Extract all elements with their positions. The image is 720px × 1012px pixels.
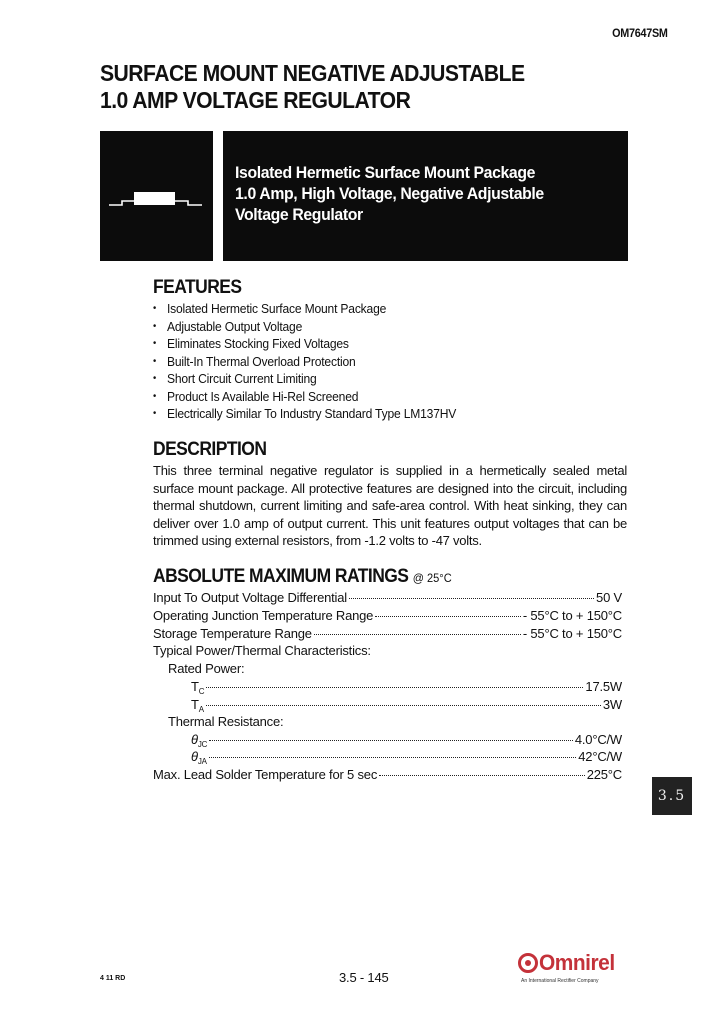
rating-row-theta-ja [191, 748, 622, 765]
section-tab: 3.5 [652, 777, 692, 815]
omnirel-logo-icon [517, 950, 539, 976]
rated-power-label: Rated Power: [168, 661, 245, 676]
thermal-resistance-label: Thermal Resistance: [168, 714, 284, 729]
part-number: OM7647SM [612, 26, 668, 40]
feature-item: • Isolated Hermetic Surface Mount Package [153, 300, 456, 318]
rating-value: - 55°C to + 150°C [522, 626, 622, 641]
rating-label: Operating Junction Temperature Range [153, 608, 374, 623]
ratings-condition: @ 25°C [412, 571, 452, 585]
rating-row-input-output [153, 589, 622, 606]
rating-value: - 55°C to + 150°C [522, 608, 622, 623]
logo-tagline: An International Rectifier Company [521, 978, 599, 984]
banner-line-2: 1.0 Amp, High Voltage, Negative Adjustable [235, 184, 544, 203]
rating-value: 4.0°C/W [574, 732, 622, 747]
rating-value: 42°C/W [578, 749, 622, 764]
rating-row-ta [191, 696, 622, 713]
rating-row-storage-temp [153, 625, 622, 642]
leader-dots [349, 597, 594, 599]
feature-item: • Electrically Similar To Industry Standard Type LM137HV [153, 405, 456, 423]
leader-dots [206, 704, 601, 706]
page-title [100, 60, 525, 114]
document-code: 4 11 RD [100, 975, 126, 982]
banner-line-1: Isolated Hermetic Surface Mount Package [235, 163, 536, 182]
leader-dots [206, 686, 583, 688]
typical-characteristics-label: Typical Power/Thermal Characteristics: [153, 643, 371, 658]
rating-row-tc [191, 678, 622, 695]
page-number: 3.5 - 145 [339, 970, 389, 985]
description-banner [223, 131, 628, 261]
rating-symbol: $T_C$ [191, 679, 205, 696]
rating-value: 3W [602, 697, 622, 712]
package-image-box [100, 131, 213, 261]
ratings-heading-text: ABSOLUTE MAXIMUM RATINGS [153, 566, 409, 587]
rating-symbol: $\theta_{JA}$ [191, 749, 207, 766]
feature-item: • Product Is Available Hi-Rel Screened [153, 388, 456, 406]
logo-wordmark: Omnirel [539, 950, 615, 975]
description-text: This three terminal negative regulator is supplied in a hermetically sealed metal surface mount package. All protective features are designed into the circuit, including thermal shutdown, current limiting and safe-area control. With heat sinking, they can deliver over 1.0 amp of output current. This unit features output voltages that can be trimmed using external resistors, from -1.2 volts to -47 volts. [153, 463, 627, 549]
leader-dots [375, 615, 521, 617]
description-heading: DESCRIPTION [153, 439, 267, 460]
rating-row-junction-temp [153, 607, 622, 624]
rating-row-lead-solder [153, 766, 622, 783]
leader-dots [314, 633, 521, 635]
feature-item: • Eliminates Stocking Fixed Voltages [153, 335, 456, 353]
rating-label: Input To Output Voltage Differential [153, 590, 347, 605]
rating-row-theta-jc [191, 731, 622, 748]
feature-item: • Built-In Thermal Overload Protection [153, 353, 456, 371]
leader-dots [209, 739, 573, 741]
rating-label: Max. Lead Solder Temperature for 5 sec [153, 767, 378, 782]
rating-value: 17.5W [585, 679, 622, 694]
features-heading: FEATURES [153, 277, 242, 298]
leader-dots [379, 774, 585, 776]
surface-mount-package-icon [100, 131, 213, 261]
rating-symbol: $T_A$ [191, 697, 204, 714]
features-list [153, 300, 479, 423]
omnirel-logo [517, 950, 623, 990]
title-line-1: SURFACE MOUNT NEGATIVE ADJUSTABLE [100, 60, 525, 86]
leader-dots [209, 756, 576, 758]
rating-symbol: $\theta_{JC}$ [191, 732, 208, 749]
rating-label: Storage Temperature Range [153, 626, 312, 641]
feature-item: • Adjustable Output Voltage [153, 318, 456, 336]
banner-line-3: Voltage Regulator [235, 205, 363, 224]
feature-item: • Short Circuit Current Limiting [153, 370, 456, 388]
ratings-heading [153, 566, 452, 588]
title-line-2: 1.0 AMP VOLTAGE REGULATOR [100, 87, 411, 113]
rating-value: 50 V [596, 590, 622, 605]
rating-value: 225°C [586, 767, 622, 782]
